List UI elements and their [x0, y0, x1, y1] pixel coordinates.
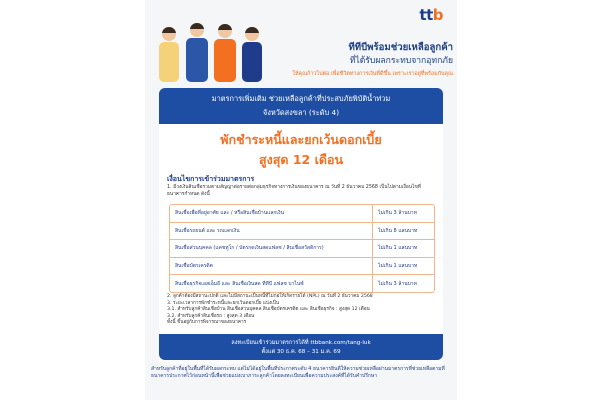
loan-limit: ไม่เกิน 1 แสนบาท [378, 245, 418, 252]
registration-period: ตั้งแต่ 30 ธ.ค. 68 – 31 ม.ค. 69 [261, 349, 341, 355]
table-row [170, 275, 434, 292]
registration-bar [159, 334, 443, 360]
table-row [170, 240, 434, 258]
condition-tail: ทั้งนี้ ขึ้นอยู่กับการพิจารณาของธนาคาร [167, 320, 247, 326]
table-row [170, 223, 434, 241]
loan-type: สินเชื่อบัตรเครดิต [170, 258, 373, 275]
measure-banner [159, 88, 443, 124]
offer-title: พักชำระหนี้และยกเว้นดอกเบี้ย [220, 132, 382, 147]
condition-item-3-2: 3.2. สำหรับลูกค้าสินเชื่อรถ : สูงสุด 3 เดือน [167, 313, 255, 319]
banner-line-1: มาตรการเพิ่มเติม ช่วยเหลือลูกค้าที่ประสบภัยพิบัติน้ำท่วม [211, 94, 391, 103]
details-card [159, 124, 443, 364]
announcement-poster [145, 0, 457, 400]
tagline: ให้คุณก้าวไปต่อ เพื่อชีวิตทางการเงินที่ดีขึ้น เพราะเราอยู่ที่พร้อมกับคุณ [292, 71, 453, 77]
headline: ทีทีบีพร้อมช่วยเหลือลูกค้า [348, 42, 453, 53]
condition-item-2: 2. ลูกค้าต้องมีสถานะปกติ และไม่มีสถานะเป็นหนี้ที่ไม่ก่อให้เกิดรายได้ (NPL) ณ วันที่ 2 ธันวาคม 2568 [167, 294, 373, 299]
registration-link[interactable]: ลงทะเบียนเข้าร่วมมาตรการได้ที่ ttbbank.com/tang-luk [231, 340, 371, 346]
offer-subtitle: สูงสุด 12 เดือน [258, 152, 344, 167]
loan-type: สินเชื่อเพื่อที่อยู่อาศัย และ / หรือสินเชื่อบ้านแลกเงิน [170, 205, 373, 222]
table-row [170, 205, 434, 223]
loan-limit: ไม่เกิน 3 ล้านบาท [378, 210, 417, 217]
conditions-title: เงื่อนไขการเข้าร่วมมาตรการ [167, 175, 255, 183]
condition-item-3: 3. ระยะเวลาการพักชำระหนี้และยกเว้นดอกเบี้ย แบ่งเป็น [167, 300, 280, 306]
banner-line-2: จังหวัดสงขลา (ระดับ 4) [262, 108, 340, 117]
loan-type: สินเชื่อธุรกิจเอสเอ็มอี และ สินเชื่อเงินสด ทีทีบี แฟลช บาไนซ์ [170, 275, 373, 292]
ttb-logo: ttb [419, 6, 443, 24]
loan-type: สินเชื่อรถยนต์ และ รถแลกเงิน [170, 223, 373, 240]
loan-limit-table [169, 204, 435, 293]
loan-limit: ไม่เกิน 3 ล้านบาท [378, 280, 417, 287]
condition-item-1: 1. มีวงเงินสินเชื่อรวมตามสัญญาต่อรายต่อกลุ่มธุรกิจทางการเงินของธนาคาร ณ วันที่ 2 ธันวาคม 2568 เป็นไปตามเงื่อนไขที่ธนาคารกำหนด ดังนี้ [167, 185, 421, 197]
condition-item-3-1: 3.1. สำหรับลูกค้าสินเชื่อบ้าน สินเชื่อส่วนบุคคล สินเชื่อบัตรเครดิต และ สินเชื่อธุรกิจ : สูงสุด 12 เดือน [167, 307, 370, 313]
loan-limit: ไม่เกิน 1 แสนบาท [378, 263, 418, 270]
table-row [170, 258, 434, 276]
disclaimer-text: สำหรับลูกค้าที่อยู่ในพื้นที่ได้รับผลกระทบ แต่ไม่ได้อยู่ในพื้นที่ประกาศระดับ 4 ธนาคารยินดีให้ความช่วยเหลือผ่านมาตรการที่ช่วยเหลือตามที่ธนาคารประกาศไว้ก่อนหน้านี้เพื่อช่วยแบ่งเบาภาระลูกค้าโดยลงทะเบียนเพื่อความประสงค์ที่ได้รับคำปรึกษา [151, 366, 445, 379]
subheadline: ที่ได้รับผลกระทบจากอุทกภัย [349, 56, 453, 66]
loan-limit: ไม่เกิน 8 แสนบาท [378, 227, 418, 234]
loan-type: สินเชื่อส่วนบุคคล (แคชทูโก / บัตรกดเงินสดแฟลช / สินเชื่อสวัสดิการ) [170, 240, 373, 257]
hero-section [145, 0, 457, 86]
conditions-notes [167, 294, 439, 327]
